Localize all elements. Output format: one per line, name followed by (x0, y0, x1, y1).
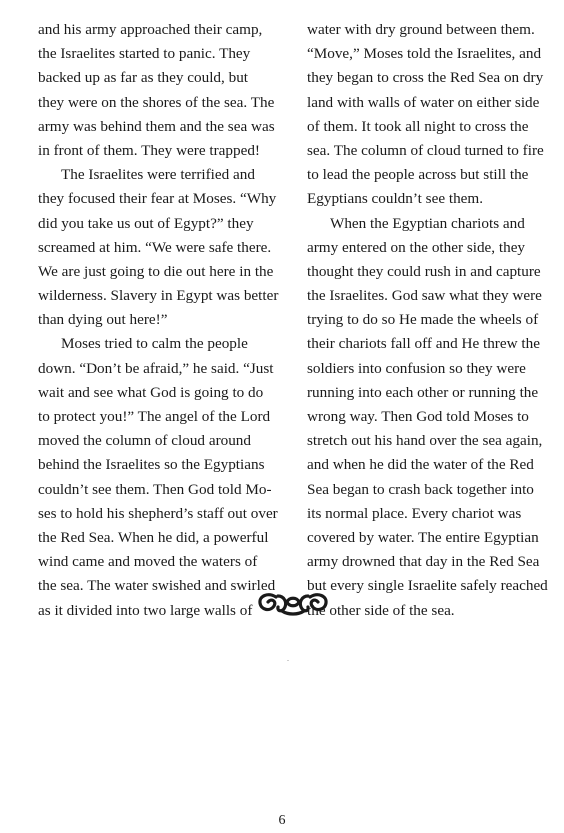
text-line: but every single Israelite safely reached (307, 577, 548, 595)
text-line: army drowned that day in the Red Sea (307, 553, 540, 571)
scroll-ornament-icon (256, 588, 330, 618)
text-line: sea. The column of cloud turned to fire (307, 141, 544, 159)
text-line: land with walls of water on either side (307, 93, 540, 111)
text-line: its normal place. Every chariot was (307, 504, 522, 522)
page-number: 6 (278, 813, 286, 828)
text-line: We are just going to die out here in the (38, 262, 274, 280)
text-line: and when he did the water of the Red (307, 456, 534, 474)
text-line: they began to cross the Red Sea on dry (307, 69, 544, 87)
text-line: army entered on the other side, they (307, 238, 526, 256)
left-text-column (38, 18, 290, 623)
text-line: Moses tried to calm the people (61, 335, 248, 353)
text-line: as it divided into two large walls of (38, 601, 253, 619)
text-line: army was behind them and the sea was (38, 117, 275, 135)
text-line: moved the column of cloud around (38, 432, 251, 450)
text-line: soldiers into confusion so they were (307, 359, 526, 377)
text-line: wilderness. Slavery in Egypt was better (38, 287, 279, 305)
text-line: stretch out his hand over the sea again, (307, 432, 543, 450)
text-line: wait and see what God is going to do (38, 383, 264, 401)
text-line: they were on the shores of the sea. The (38, 93, 275, 111)
text-line: The Israelites were terrified and (61, 166, 255, 184)
text-line: Egyptians couldn’t see them. (307, 190, 484, 208)
text-line: in front of them. They were trapped! (38, 141, 260, 159)
text-line: to lead the people across but still the (307, 166, 529, 184)
text-line: to protect you!” The angel of the Lord (38, 408, 271, 425)
text-line: the other side of the sea. (307, 601, 455, 619)
text-line: their chariots fall off and He threw the (307, 335, 540, 353)
text-line: the Israelites started to panic. They (38, 45, 251, 63)
text-line: thought they could rush in and capture (307, 262, 541, 280)
text-line: ses to hold his shepherd’s staff out over (38, 504, 278, 522)
text-line: down. “Don’t be afraid,” he said. “Just (38, 359, 274, 377)
paper-speck (287, 660, 289, 661)
text-line: trying to do so He made the wheels of (307, 311, 539, 329)
text-line: When the Egyptian chariots and (330, 214, 525, 232)
text-line: wind came and moved the waters of (38, 553, 258, 571)
text-line: wrong way. Then God told Moses to (307, 408, 529, 425)
text-line: the Red Sea. When he did, a powerful (38, 528, 269, 546)
text-line: and his army approached their camp, (38, 21, 263, 38)
right-text-column (307, 18, 557, 623)
text-line: did you take us out of Egypt?” they (38, 214, 254, 232)
text-line: couldn’t see them. Then God told Mo- (38, 480, 272, 498)
text-line: running into each other or running the (307, 383, 539, 401)
text-line: the sea. The water swished and swirled (38, 577, 276, 595)
text-line: they focused their fear at Moses. “Why (38, 190, 277, 208)
text-line: covered by water. The entire Egyptian (307, 528, 539, 546)
text-line: behind the Israelites so the Egyptians (38, 456, 265, 474)
text-line: than dying out here!” (38, 311, 168, 329)
text-line: screamed at him. “We were safe there. (38, 238, 272, 256)
text-line: Sea began to crash back together into (307, 480, 534, 498)
text-line: “Move,” Moses told the Israelites, and (307, 45, 542, 63)
text-line: the Israelites. God saw what they were (307, 287, 542, 305)
text-line: of them. It took all night to cross the (307, 117, 529, 135)
text-line: water with dry ground between them. (307, 21, 535, 38)
text-line: backed up as far as they could, but (38, 69, 249, 87)
